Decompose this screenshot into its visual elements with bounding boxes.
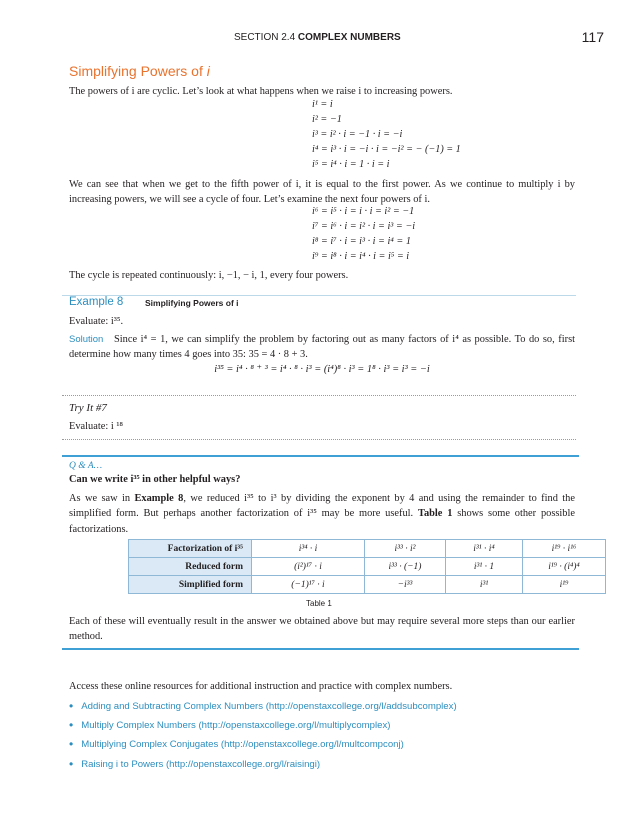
qa-bottom-rule: [62, 648, 579, 650]
table-cell: i³³ · i²: [365, 540, 446, 558]
solution-text: Since i⁴ = 1, we can simplify the problem by factoring out as many factors of i⁴ as possible. To do so, first determine how many times 4 goes into 35: 35 = 4 · 8 + 3.: [69, 334, 575, 361]
resources-intro: Access these online resources for additional instruction and practice with complex numbers.: [69, 681, 453, 692]
resource-link[interactable]: [69, 735, 457, 754]
qa-answer-text: As we saw in: [69, 493, 135, 504]
qa-question: Can we write i³⁵ in other helpful ways?: [69, 474, 241, 485]
table-cell: i¹⁹ · (i⁴)⁴: [523, 558, 606, 576]
section-heading-variable: i: [206, 63, 210, 79]
equation-line: i⁴ = i³ · i = −i · i = −i² = − (−1) = 1: [312, 143, 461, 155]
solution-label: Solution: [69, 334, 104, 345]
section-label: SECTION 2.4: [234, 32, 296, 43]
page-number: 117: [581, 29, 604, 45]
powers-equations-2: [312, 205, 415, 265]
resource-links: [69, 697, 457, 774]
table-cell: i³⁴ · i: [252, 540, 365, 558]
table-cell: i³³ · (−1): [365, 558, 446, 576]
example-solution: [69, 332, 575, 363]
equation-line: i⁵ = i⁴ · i = 1 · i = i: [312, 158, 390, 170]
table-row: [129, 540, 606, 558]
equation-line: i³ = i² · i = −1 · i = −i: [312, 128, 403, 140]
qa-answer-text: shows some other possible factorizations.: [69, 508, 576, 535]
factorization-table: [128, 539, 606, 594]
qa-top-rule: [62, 455, 579, 457]
table-cell: i³¹: [446, 576, 523, 594]
table-cell: i³¹ · 1: [446, 558, 523, 576]
table-cell: i³¹ · i⁴: [446, 540, 523, 558]
qa-answer: [69, 491, 575, 537]
row-header: Reduced form: [129, 558, 252, 576]
resource-link-text[interactable]: Adding and Subtracting Complex Numbers (http://openstaxcollege.org/l/addsubcomplex): [81, 701, 457, 712]
qa-answer-bold: Example 8: [134, 493, 184, 504]
row-header: Factorization of i³⁵: [129, 540, 252, 558]
table-cell: −i³³: [365, 576, 446, 594]
qa-answer-bold: Table 1: [417, 508, 453, 520]
section-heading: [69, 63, 210, 79]
table-caption: Table 1: [306, 599, 332, 608]
equation-line: i⁶ = i⁵ · i = i · i = i² = −1: [312, 206, 415, 217]
example-label: Example 8: [69, 296, 124, 308]
table-cell: (i²)¹⁷ · i: [252, 558, 365, 576]
cycle-paragraph: We can see that when we get to the fifth power of i, it is equal to the first power. As we continue to multiply i by increasing powers, we will see a cycle of four. Let’s examine the next four powers of i.: [69, 179, 575, 206]
try-it-text: Evaluate: i ¹⁸: [69, 421, 124, 432]
example-equation: i³⁵ = i⁴ · ⁸ ⁺ ³ = i⁴ · ⁸ · i³ = (i⁴)⁸ · i³ = 1⁸ · i³ = i³ = −i: [214, 364, 430, 375]
equation-line: i⁸ = i⁷ · i = i³ · i = i⁴ = 1: [312, 235, 411, 247]
resource-link[interactable]: [69, 716, 457, 735]
resource-link-text[interactable]: Raising i to Powers (http://openstaxcollege.org/l/raisingi): [81, 758, 321, 770]
resource-link-text[interactable]: Multiply Complex Numbers (http://openstaxcollege.org/l/multiplycomplex): [81, 720, 391, 732]
table-cell: i¹⁹: [523, 576, 606, 594]
table-cell: (−1)¹⁷ · i: [252, 576, 365, 594]
section-heading-text: Simplifying Powers of: [69, 63, 207, 79]
resource-link[interactable]: [69, 755, 457, 774]
equation-line: i¹ = i: [312, 99, 333, 110]
equation-line: i⁹ = i⁸ · i = i⁴ · i = i⁵ = i: [312, 250, 410, 262]
bullet-icon: •: [69, 699, 74, 713]
try-it-divider: [62, 395, 576, 396]
equation-line: i⁷ = i⁶ · i = i² · i = i³ = −i: [312, 220, 416, 232]
qa-heading: Q & A…: [69, 461, 103, 471]
equation-line: i² = −1: [312, 113, 342, 125]
resource-link-text[interactable]: Multiplying Complex Conjugates (http://openstaxcollege.org/l/multcompconj): [81, 739, 404, 751]
bullet-icon: •: [69, 737, 74, 752]
resource-link[interactable]: [69, 697, 457, 716]
section-title: COMPLEX NUMBERS: [297, 32, 401, 43]
try-it-label: Try It #7: [69, 402, 107, 414]
section-header: [234, 32, 401, 43]
try-it-end-divider: [62, 439, 576, 440]
table-cell: i¹⁹ · i¹⁶: [523, 540, 606, 558]
qa-closing: Each of these will eventually result in the answer we obtained above but may require several more steps than our earlier method.: [69, 616, 575, 643]
row-header: Simplified form: [129, 576, 252, 594]
powers-equations-1: [312, 98, 461, 173]
bullet-icon: •: [69, 756, 74, 771]
example-evaluate: Evaluate: i³⁵.: [69, 316, 124, 327]
table-row: [129, 576, 606, 594]
table-row: [129, 558, 606, 576]
intro-paragraph: The powers of i are cyclic. Let’s look at what happens when we raise i to increasing powers.: [69, 86, 453, 97]
cycle-summary: The cycle is repeated continuously: i, −1, − i, 1, every four powers.: [69, 270, 349, 281]
qa-answer-text: , we reduced i³⁵ to i³ by dividing the exponent by 4 and using the remainder to find the simplified form. But perhaps another factorization of i³⁵ may be more useful.: [69, 493, 575, 520]
example-divider: [62, 295, 576, 296]
running-header: [0, 31, 630, 47]
example-title: Simplifying Powers of i: [145, 298, 239, 308]
bullet-icon: •: [69, 718, 74, 733]
